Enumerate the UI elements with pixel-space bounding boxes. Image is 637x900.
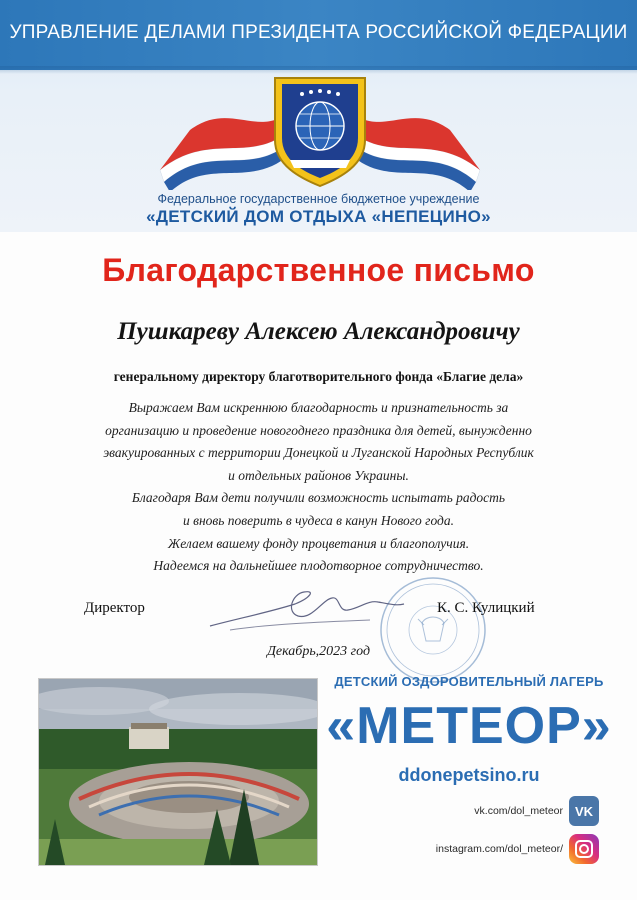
letter-message bbox=[40, 397, 597, 578]
letter-title: Благодарственное письмо bbox=[102, 252, 535, 288]
emblem-with-flag-ribbon bbox=[150, 70, 490, 190]
camp-name: «МЕТЕОР» bbox=[326, 697, 612, 755]
instagram-row bbox=[436, 834, 599, 864]
signatory-title: Директор bbox=[84, 600, 145, 616]
vk-icon[interactable]: VK bbox=[569, 796, 599, 826]
letter-date: Декабрь,2023 год bbox=[266, 644, 371, 659]
recipient-name: Пушкареву Алексею Александровичу bbox=[117, 318, 520, 345]
message-line: и отдельных районов Украины. bbox=[228, 467, 409, 483]
vk-row bbox=[474, 796, 599, 826]
message-line: Благодаря Вам дети получили возможность испытать радость bbox=[131, 490, 506, 506]
message-line: и вновь поверить в чудеса в канун Нового года. bbox=[183, 512, 454, 528]
camp-photo bbox=[38, 678, 318, 866]
vk-link[interactable]: vk.com/dol_meteor bbox=[474, 805, 563, 817]
message-line: Желаем вашему фонду процветания и благополучия. bbox=[167, 535, 470, 551]
institution-type: Федеральное государственное бюджетное учреждение bbox=[157, 192, 480, 206]
header bbox=[0, 0, 637, 232]
camp-website[interactable]: ddonepetsino.ru bbox=[398, 765, 540, 785]
camp-label: ДЕТСКИЙ ОЗДОРОВИТЕЛЬНЫЙ ЛАГЕРЬ bbox=[334, 674, 604, 689]
recipient-position: генеральному директору благотворительного фонда «Благие дела» bbox=[113, 369, 524, 384]
institution-name: «ДЕТСКИЙ ДОМ ОТДЫХА «НЕПЕЦИНО» bbox=[146, 207, 491, 226]
director-signature bbox=[200, 578, 410, 638]
signatory-name: К. С. Кулицкий bbox=[437, 600, 535, 616]
message-line: Выражаем Вам искреннюю благодарность и признательность за bbox=[128, 400, 509, 415]
top-banner bbox=[0, 0, 637, 70]
message-line: организацию и проведение новогоднего праздника для детей, вынужденно bbox=[105, 422, 532, 438]
message-line: Надеемся на дальнейшее плодотворное сотрудничество. bbox=[153, 558, 484, 574]
top-banner-text: УПРАВЛЕНИЕ ДЕЛАМИ ПРЕЗИДЕНТА РОССИЙСКОЙ ФЕДЕРАЦИИ bbox=[9, 22, 628, 43]
instagram-link[interactable]: instagram.com/dol_meteor/ bbox=[435, 843, 563, 855]
message-line: эвакуированных с территории Донецкой и Луганской Народных Республик bbox=[103, 445, 534, 461]
instagram-icon[interactable] bbox=[569, 834, 599, 864]
